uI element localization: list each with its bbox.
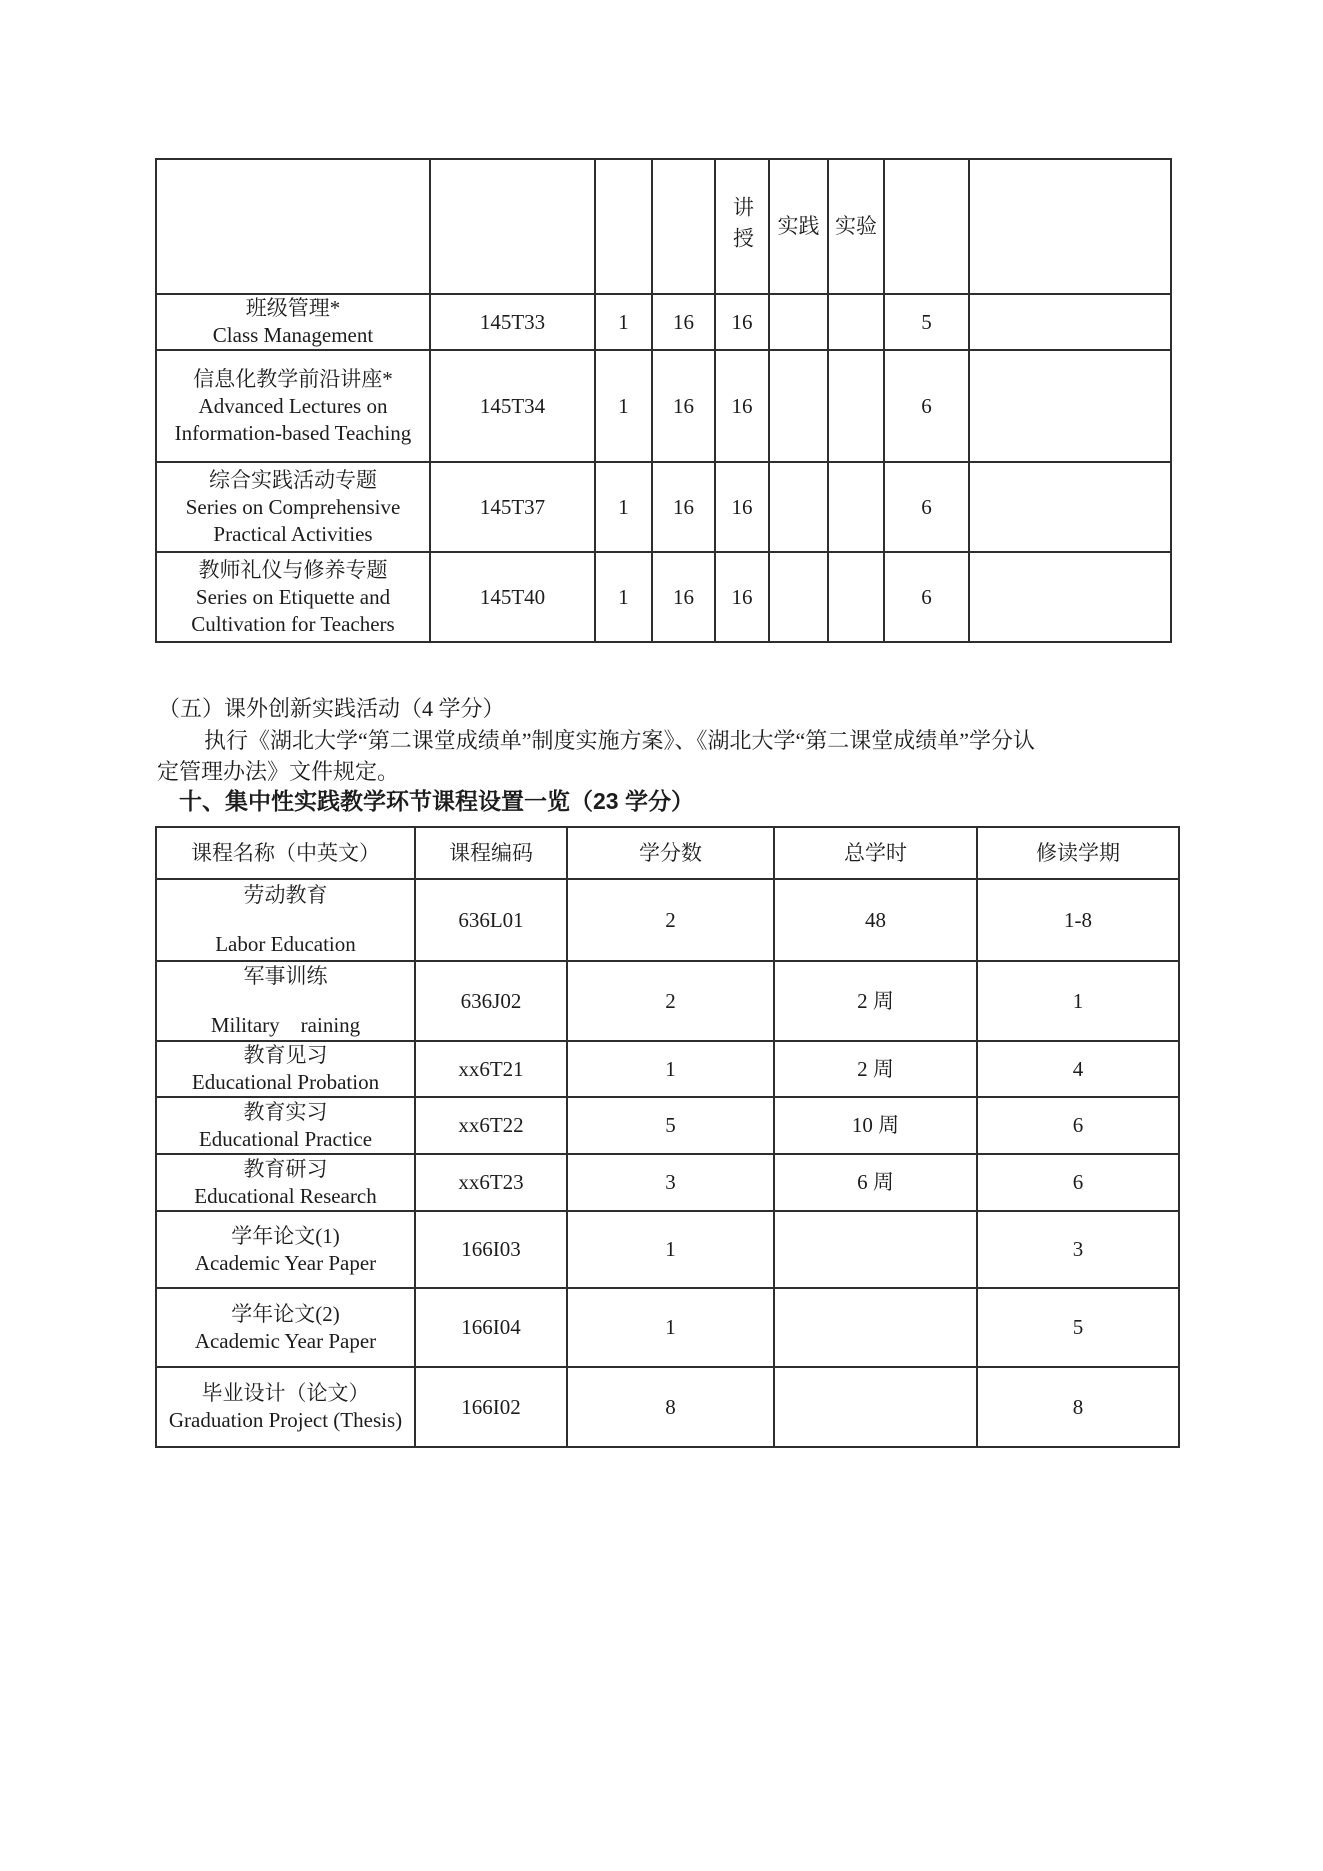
lecture-hours-cell: 16 (715, 294, 769, 350)
course-name-cell (156, 1288, 415, 1367)
total-hours-cell (774, 1288, 977, 1367)
remark-cell (969, 552, 1171, 642)
lecture-hours-cell: 16 (715, 552, 769, 642)
credits-cell: 1 (567, 1211, 774, 1288)
course-table-continued (155, 158, 1172, 643)
header-experiment-cell: 实验 (828, 159, 884, 294)
semester-cell: 6 (977, 1154, 1179, 1211)
course-name-en: Educational Probation (191, 1070, 380, 1094)
header-practice-cell: 实践 (769, 159, 828, 294)
course-name-en: Academic Year Paper (194, 1328, 377, 1353)
total-hours-cell: 16 (652, 294, 715, 350)
course-name-en: Class Management (212, 323, 374, 347)
table-row (156, 350, 1171, 462)
course-name-zh: 综合实践活动专题 (209, 467, 377, 492)
total-hours-cell: 48 (774, 879, 977, 961)
practice-hours-cell (769, 350, 828, 462)
semester-cell: 3 (977, 1211, 1179, 1288)
credit-cell: 1 (595, 552, 652, 642)
credit-cell: 1 (595, 350, 652, 462)
course-code-cell: xx6T21 (415, 1041, 567, 1097)
header-empty-cell (652, 159, 715, 294)
course-name-zh: 信息化教学前沿讲座* (193, 366, 393, 391)
semester-cell: 6 (884, 552, 969, 642)
total-hours-cell: 2 周 (774, 1041, 977, 1097)
credits-cell: 1 (567, 1041, 774, 1097)
course-name-cell (156, 1154, 415, 1211)
practice-hours-cell (769, 294, 828, 350)
semester-cell: 5 (884, 294, 969, 350)
course-name-en: Educational Practice (198, 1126, 373, 1151)
course-name-en: Series on Comprehensive Practical Activities (185, 494, 401, 546)
course-code-cell: xx6T23 (415, 1154, 567, 1211)
header-course-name: 课程名称（中英文） (156, 827, 415, 879)
course-name-cell (156, 1211, 415, 1288)
course-code-cell: 145T34 (430, 350, 595, 462)
course-name-zh: 班级管理* (245, 296, 341, 320)
table-row (156, 1097, 1179, 1154)
course-name-zh: 学年论文(1) (231, 1223, 340, 1248)
semester-cell: 5 (977, 1288, 1179, 1367)
remark-cell (969, 294, 1171, 350)
table-row (156, 462, 1171, 552)
course-name-zh: 教育见习 (243, 1043, 328, 1067)
course-code-cell: 166I03 (415, 1211, 567, 1288)
total-hours-cell: 16 (652, 462, 715, 552)
table-row (156, 294, 1171, 350)
course-name-zh: 毕业设计（论文） (201, 1381, 370, 1405)
course-code-cell: 166I02 (415, 1367, 567, 1447)
course-name-cell (156, 462, 430, 552)
total-hours-cell: 16 (652, 552, 715, 642)
course-name-en: Advanced Lectures on Information-based Teaching (174, 393, 412, 445)
practice-hours-cell (769, 552, 828, 642)
semester-cell: 8 (977, 1367, 1179, 1447)
remark-cell (969, 350, 1171, 462)
course-code-cell: 166I04 (415, 1288, 567, 1367)
course-name-cell (156, 1097, 415, 1154)
table2-header-row (156, 827, 1179, 879)
table-row (156, 552, 1171, 642)
course-name-zh: 军事训练 (243, 964, 328, 988)
table-row (156, 879, 1179, 961)
table-row (156, 1154, 1179, 1211)
course-code-cell: 636J02 (415, 961, 567, 1041)
experiment-hours-cell (828, 462, 884, 552)
course-name-en: Series on Etiquette and Cultivation for Teachers (191, 584, 395, 636)
remark-cell (969, 462, 1171, 552)
course-name-cell (156, 1367, 415, 1447)
header-empty-cell (156, 159, 430, 294)
course-name-cell (156, 350, 430, 462)
experiment-hours-cell (828, 552, 884, 642)
lecture-hours-cell: 16 (715, 462, 769, 552)
header-empty-cell (430, 159, 595, 294)
lecture-hours-cell: 16 (715, 350, 769, 462)
credits-cell: 8 (567, 1367, 774, 1447)
experiment-hours-cell (828, 350, 884, 462)
credits-cell: 2 (567, 879, 774, 961)
course-name-en: Labor Education (215, 932, 356, 956)
total-hours-cell: 10 周 (774, 1097, 977, 1154)
course-name-zh: 教育实习 (243, 1099, 328, 1124)
course-code-cell: xx6T22 (415, 1097, 567, 1154)
header-empty-cell (884, 159, 969, 294)
total-hours-cell (774, 1367, 977, 1447)
total-hours-cell: 16 (652, 350, 715, 462)
subsection-heading: （五）课外创新实践活动（4 学分） (158, 696, 505, 721)
semester-cell: 4 (977, 1041, 1179, 1097)
course-name-zh: 教师礼仪与修养专题 (198, 557, 388, 582)
course-name-zh: 劳动教育 (243, 883, 328, 907)
course-name-cell (156, 1041, 415, 1097)
course-name-cell (156, 294, 430, 350)
course-code-cell: 636L01 (415, 879, 567, 961)
header-empty-cell (969, 159, 1171, 294)
course-name-zh: 教育研习 (243, 1156, 328, 1181)
header-total-hours: 总学时 (774, 827, 977, 879)
table-row (156, 1367, 1179, 1447)
table1-header-row (156, 159, 1171, 294)
table-row (156, 1041, 1179, 1097)
semester-cell: 6 (884, 462, 969, 552)
paragraph-line: 执行《湖北大学“第二课堂成绩单”制度实施方案》、《湖北大学“第二课堂成绩单”学分认 (204, 728, 1036, 753)
paragraph-line: 定管理办法》文件规定。 (157, 759, 400, 784)
header-course-code: 课程编码 (415, 827, 567, 879)
table-row (156, 961, 1179, 1041)
credits-cell: 2 (567, 961, 774, 1041)
credits-cell: 3 (567, 1154, 774, 1211)
course-name-en: Academic Year Paper (194, 1250, 377, 1275)
credit-cell: 1 (595, 294, 652, 350)
header-semester: 修读学期 (977, 827, 1179, 879)
course-name-zh: 学年论文(2) (231, 1301, 340, 1326)
credit-cell: 1 (595, 462, 652, 552)
total-hours-cell: 2 周 (774, 961, 977, 1041)
header-lecture-label: 讲授 (730, 195, 755, 258)
course-code-cell: 145T40 (430, 552, 595, 642)
course-name-cell (156, 879, 415, 961)
table-row (156, 1288, 1179, 1367)
section-heading: 十、集中性实践教学环节课程设置一览（23 学分） (179, 788, 694, 814)
semester-cell: 6 (884, 350, 969, 462)
practical-teaching-table (155, 826, 1180, 1448)
total-hours-cell: 6 周 (774, 1154, 977, 1211)
experiment-hours-cell (828, 294, 884, 350)
credits-cell: 5 (567, 1097, 774, 1154)
course-name-en: Educational Research (194, 1183, 377, 1208)
total-hours-cell (774, 1211, 977, 1288)
semester-cell: 1-8 (977, 879, 1179, 961)
course-name-cell (156, 552, 430, 642)
table-row (156, 1211, 1179, 1288)
credits-cell: 1 (567, 1288, 774, 1367)
course-name-en: Military raining (210, 1013, 361, 1037)
course-code-cell: 145T37 (430, 462, 595, 552)
semester-cell: 6 (977, 1097, 1179, 1154)
course-name-en: Graduation Project (Thesis) (168, 1408, 403, 1432)
header-credits: 学分数 (567, 827, 774, 879)
header-empty-cell (595, 159, 652, 294)
practice-hours-cell (769, 462, 828, 552)
course-code-cell: 145T33 (430, 294, 595, 350)
header-lecture-cell (715, 159, 769, 294)
semester-cell: 1 (977, 961, 1179, 1041)
course-name-cell (156, 961, 415, 1041)
